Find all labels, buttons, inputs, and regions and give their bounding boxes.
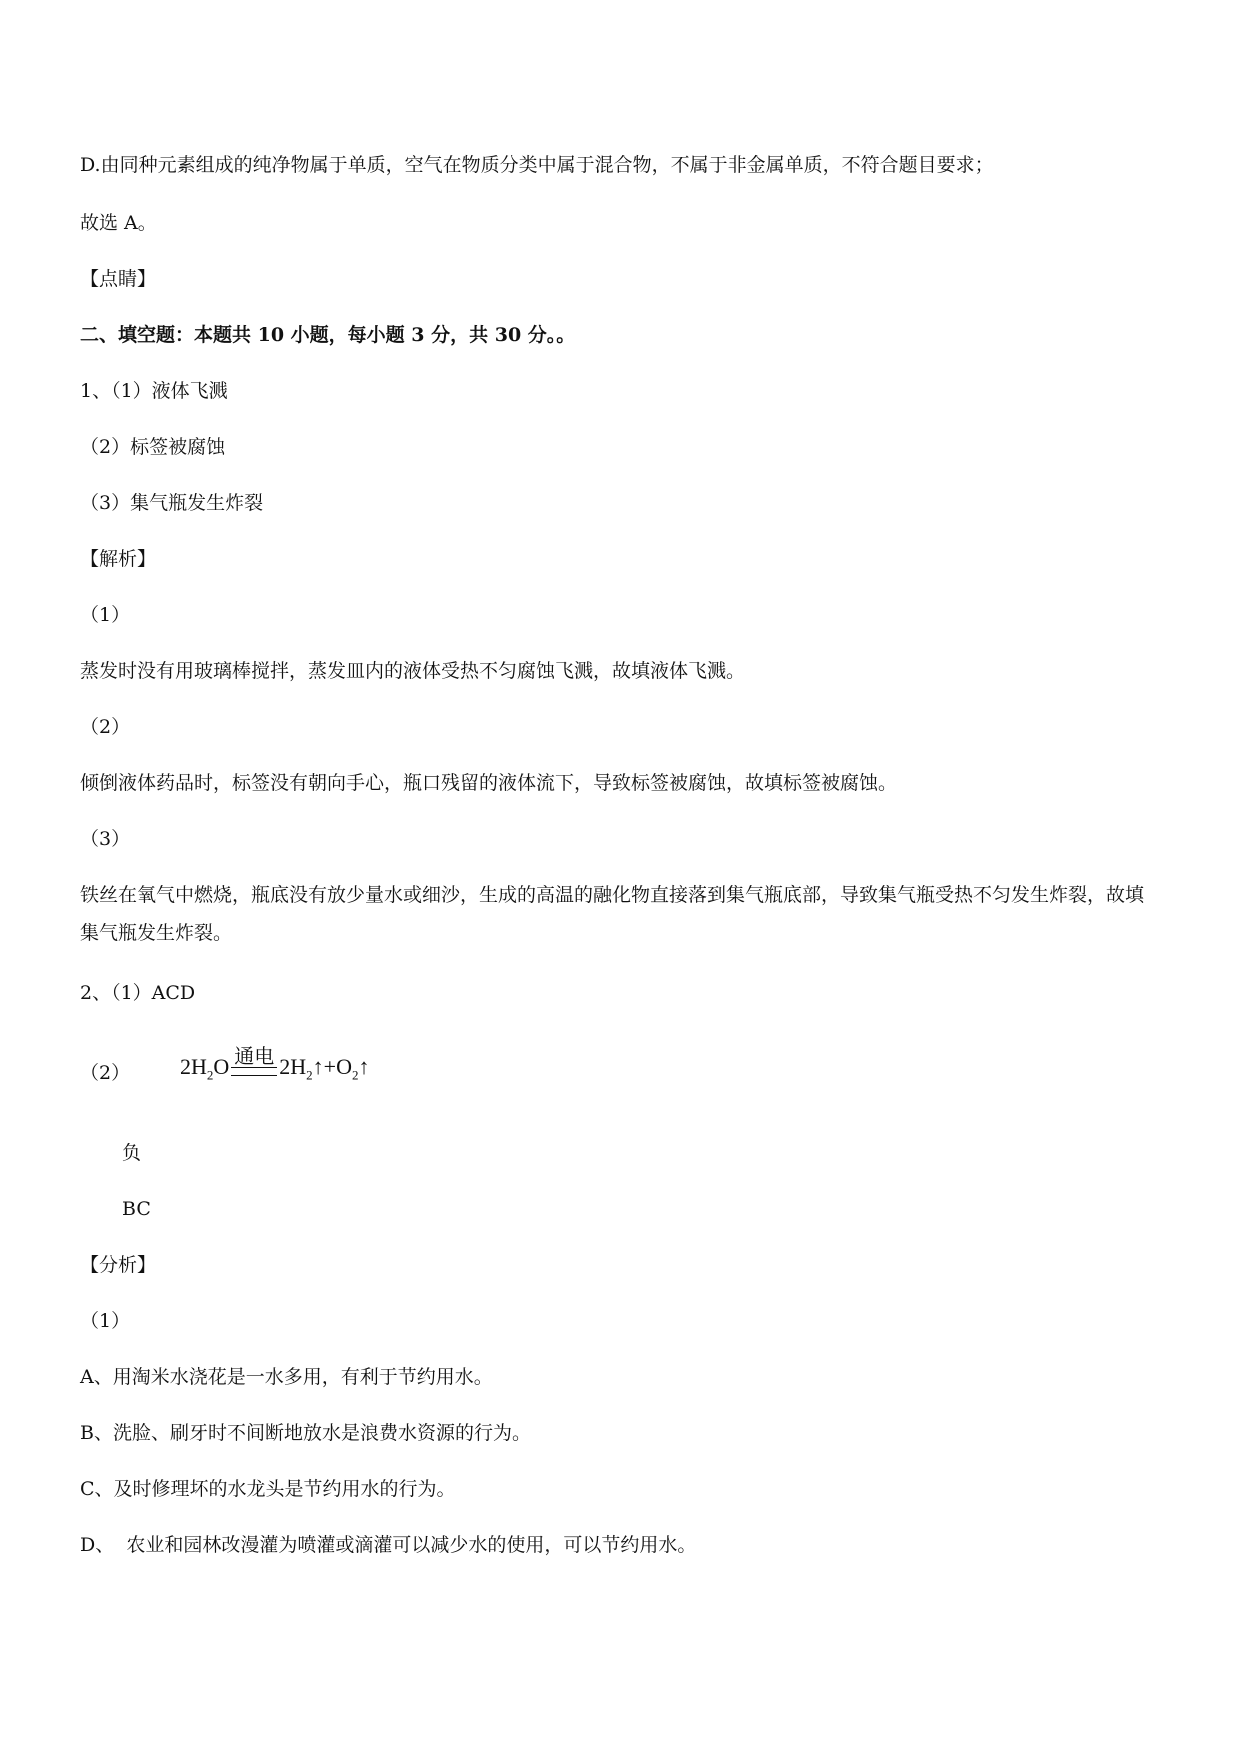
q1-answer-2: （2）标签被腐蚀 [80,436,226,458]
q1-answer-3: （3）集气瓶发生炸裂 [80,492,264,514]
q1-part1-explanation: 蒸发时没有用玻璃棒搅拌，蒸发皿内的液体受热不匀腐蚀飞溅，故填液体飞溅。 [80,660,746,682]
q2-answer-1: 2、（1）ACD [80,982,196,1004]
equation-reactant: $2H_2O$ [180,1053,230,1082]
q1-part2-explanation: 倾倒液体药品时，标签没有朝向手心，瓶口残留的液体流下，导致标签被腐蚀，故填标签被腐蚀。 [80,772,898,794]
q1-part3-explanation: 铁丝在氧气中燃烧，瓶底没有放少量水或细沙，生成的高温的融化物直接落到集气瓶底部，导致集气瓶受热不匀发生炸裂，故填集气瓶发生炸裂。 [80,884,1145,944]
q2-option-c: C、及时修理坏的水龙头是节约用水的行为。 [80,1478,456,1500]
section-heading-fill-in: 二、填空题：本题共 10 小题，每小题 3 分，共 30 分。。 [80,324,576,346]
q1-part1-label: （1） [80,604,131,626]
electrolysis-equation [180,1047,369,1097]
q2-answer-4: BC [122,1198,151,1220]
q1-answer-1: 1、（1）液体飞溅 [80,380,228,402]
q1-part3-label: （3） [80,828,131,850]
choice-conclusion: 故选 A。 [80,212,157,234]
q2-option-a: A、用淘米水浇花是一水多用，有利于节约用水。 [80,1366,493,1388]
q2-answer-2-label: （2） [80,1062,131,1084]
reaction-condition: 通电 [229,1047,279,1083]
q2-option-b: B、洗脸、刷牙时不间断地放水是浪费水资源的行为。 [80,1422,531,1444]
q2-part1-label: （1） [80,1310,131,1332]
analysis-heading-2: 【分析】 [80,1254,157,1276]
equation-products: $2H_2↑+O_2↑$ [279,1053,370,1082]
q1-part2-label: （2） [80,716,131,738]
answer-d-explanation: D.由同种元素组成的纯净物属于单质，空气在物质分类中属于混合物，不属于非金属单质，不符合题目要求； [80,154,994,176]
q2-answer-3: 负 [122,1142,142,1164]
q2-option-d: D、 农业和园林改漫灌为喷灌或滴灌可以减少水的使用，可以节约用水。 [80,1534,697,1556]
section-tip-heading: 【点睛】 [80,268,157,290]
analysis-heading: 【解析】 [80,548,157,570]
